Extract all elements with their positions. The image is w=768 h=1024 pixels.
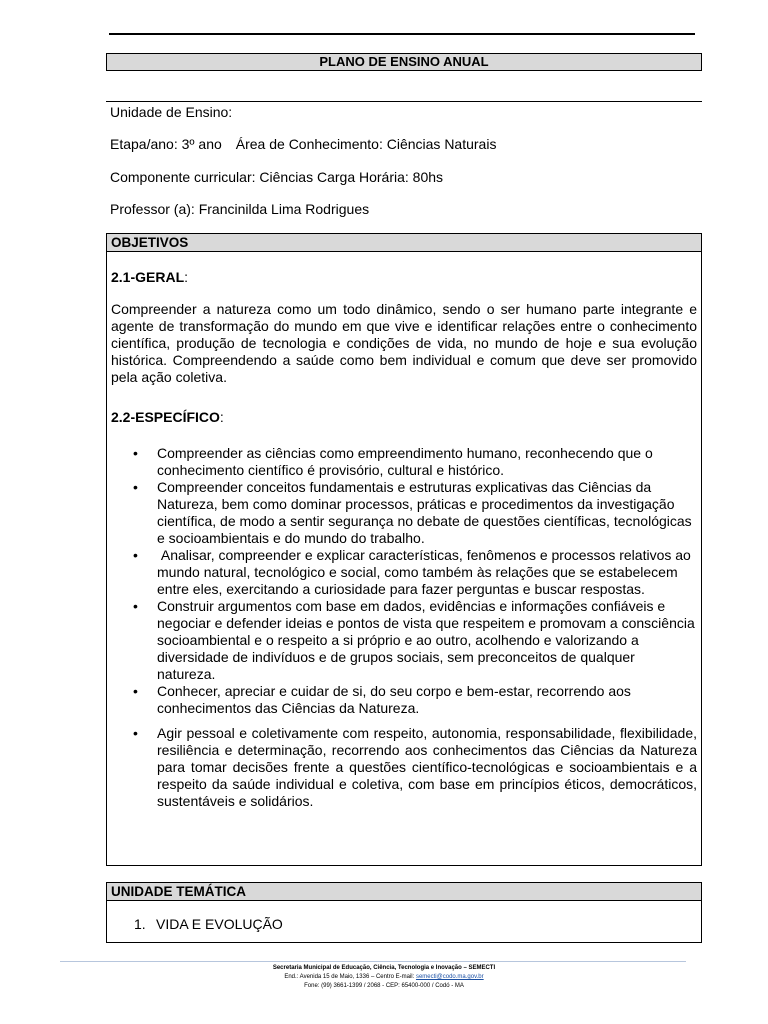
footer-phone: Fone: (99) 3661-1399 / 2068 - CEP: 65400-000 / Codó - MA [304,983,464,989]
list-item [107,445,701,479]
geral-label: 2.1-GERAL [111,269,185,285]
especifico-label: 2.2-ESPECÍFICO [111,409,220,425]
list-item-text: Agir pessoal e coletivamente com respeito, autonomia, responsabilidade, flexibilidade, resiliência e determinação, recorrendo aos conhecimentos das Ciências da Natureza para tomar decisões frente a questões científico-tecnológicas e socioambientais e a respeito da saúde individual e coletiva, com base em princípios éticos, democráticos, sustentáveis e solidários. [157,725,697,809]
bullet-icon: • [133,547,138,563]
list-item [107,547,701,598]
list-item [107,598,701,683]
footer-address [0,973,768,981]
bullet-icon: • [133,598,138,614]
area-conhecimento: Área de Conhecimento: Ciências Naturais [235,136,497,152]
bullet-icon: • [133,683,138,699]
especifico-colon: : [219,409,224,425]
list-item-text: Conhecer, apreciar e cuidar de si, do seu corpo e bem-estar, recorrendo aos conhecimentos das Ciências da Natureza. [157,683,631,716]
list-item-text: Analisar, compreender e explicar características, fenômenos e processos relativos ao mundo natural, tecnológico e social, como também às relações que se estabelecem entre eles, exercitando a curiosidade para fazer perguntas e buscar respostas. [157,547,695,597]
list-item-text: Compreender conceitos fundamentais e estruturas explicativas das Ciências da Natureza, bem como dominar processos, práticas e procedimentos da investigação científica, de modo a sentir segurança no debate de questões científicas, tecnológicas e socioambientais e do mundo do trabalho. [157,479,692,546]
theme-item-number: 1. [134,916,146,932]
list-item [107,479,701,547]
geral-colon: : [184,269,189,285]
componente-curricular: Componente curricular: Ciências Carga Horária: 80hs [110,169,444,185]
footer-secretaria: Secretaria Municipal de Educação, Ciência, Tecnologia e Inovação – SEMECTI [272,965,496,971]
bullet-icon: • [133,725,138,741]
etapa-ano: Etapa/ano: 3º ano [110,136,222,152]
top-rule [109,33,695,35]
professor: Professor (a): Francinilda Lima Rodrigues [110,201,370,217]
especifico-heading [111,409,224,426]
bullet-icon: • [133,445,138,461]
objetivos-header: OBJETIVOS [107,234,701,252]
unidade-de-ensino: Unidade de Ensino: [110,104,233,120]
geral-paragraph: Compreender a natureza como um todo dinâmico, sendo o ser humano parte integrante e agente de transformação do mundo em que vive e identificar relações entre o conhecimento científica, produção de tecnologia e condições de vida, no mundo de hoje e sua evolução histórica. Compreendendo a saúde como bem individual e comum que deve ser promovido pela ação coletiva. [111,301,697,385]
etapa-area-line [110,136,496,153]
document-title: PLANO DE ENSINO ANUAL [106,53,702,71]
footer-address-text: End.: Avenida 15 de Maio, 1336 – Centro E-mail: [284,974,416,980]
footer-rule [60,961,686,962]
theme-item [134,916,283,933]
list-item [107,683,701,717]
list-item-text: Compreender as ciências como empreendimento humano, reconhecendo que o conhecimento científico é provisório, cultural e histórico. [157,445,653,478]
especifico-list [107,445,701,810]
info-rule [106,101,702,102]
bullet-icon: • [133,479,138,495]
list-item [107,725,701,810]
unidade-tematica-section [106,882,702,943]
geral-heading [111,269,188,286]
unidade-tematica-header: UNIDADE TEMÁTICA [107,883,701,901]
list-item-text: Construir argumentos com base em dados, evidências e informações confiáveis e negociar e defender ideias e pontos de vista que respeitem e promovam a consciência socioambiental e o respeito a si próprio e ao outro, acolhendo e valorizando a diversidade de indivíduos e de grupos sociais, sem preconceitos de qualquer natureza. [157,598,695,682]
theme-item-text: VIDA E EVOLUÇÃO [156,916,283,932]
footer-email-link[interactable]: semecti@codo.ma.gov.br [415,974,484,980]
objetivos-section [106,233,702,866]
